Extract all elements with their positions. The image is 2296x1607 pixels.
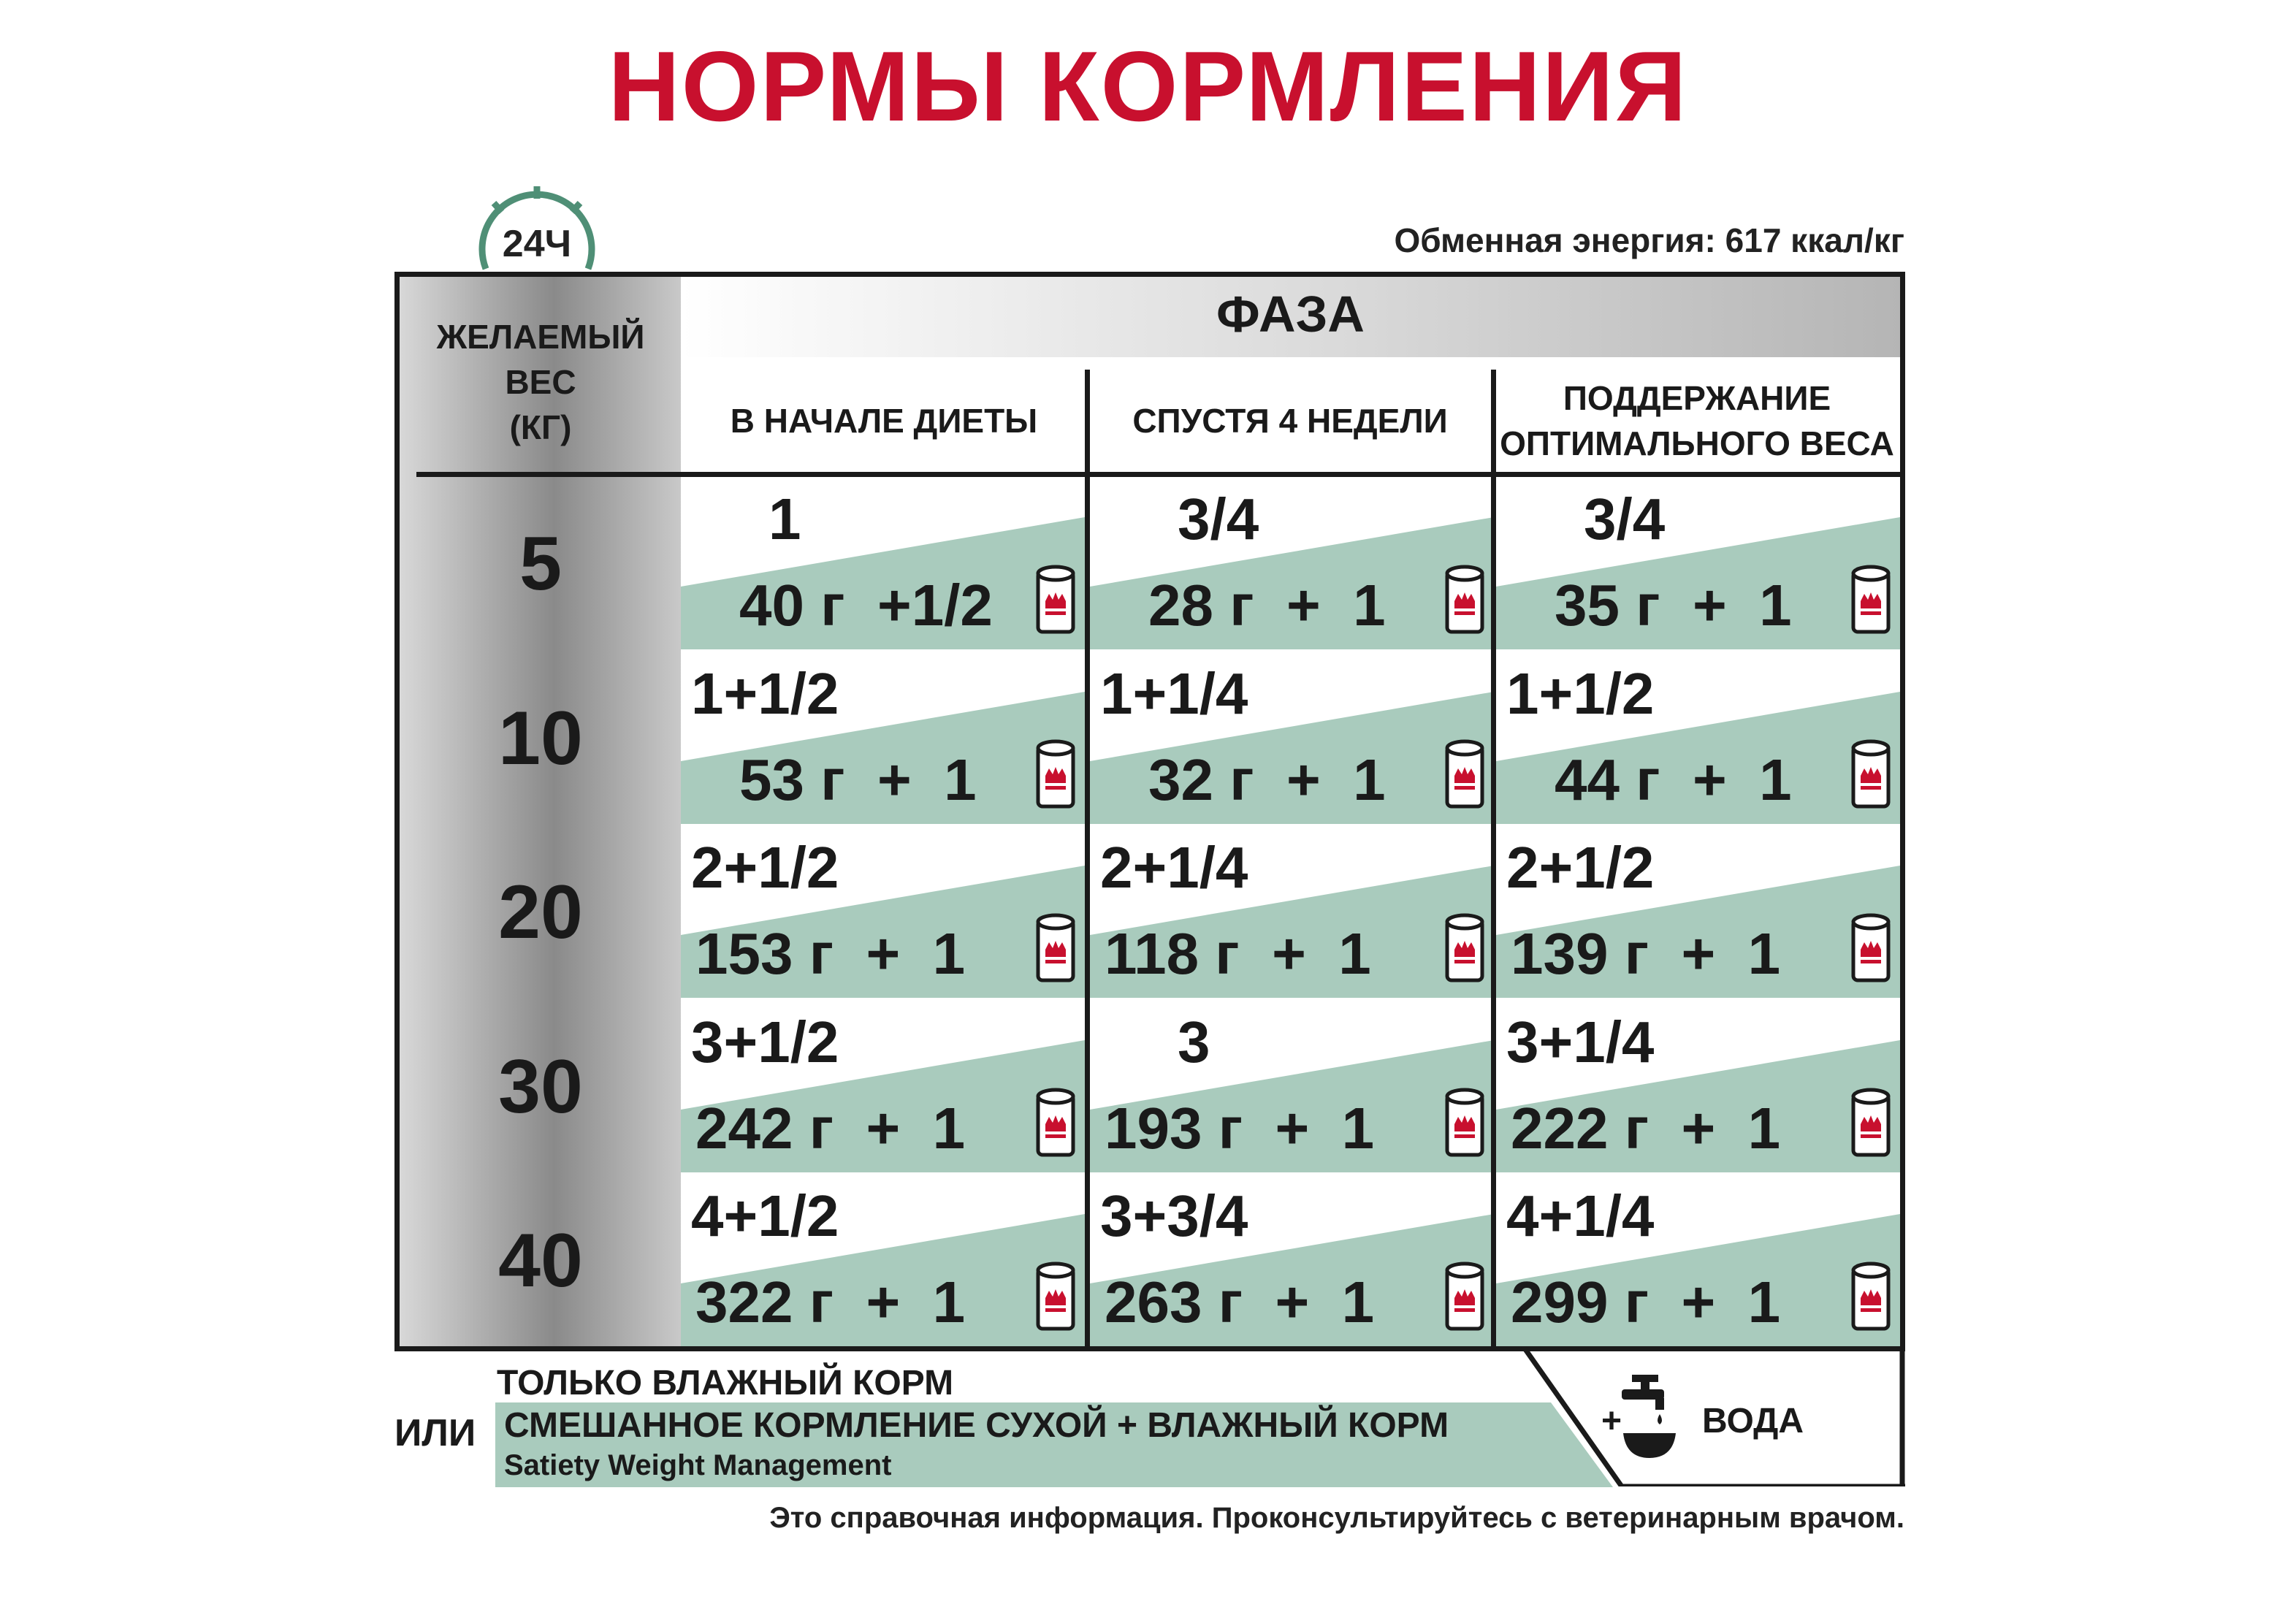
water-tap-bowl-icon [1616,1373,1682,1461]
water-plus: + [1601,1402,1622,1440]
dry-food-cups: 2+1/2 [691,835,839,900]
weight-value: 20 [498,870,583,955]
dry-food-cups: 2+1/2 [1506,835,1655,900]
wet-food-amount: 44 г + 1 [1555,747,1792,812]
dry-food-cups: 4+1/2 [691,1183,839,1248]
dry-food-cups: 1+1/2 [1506,660,1655,726]
dry-food-cups: 4+1/4 [1506,1183,1655,1248]
weight-header-line: ВЕС [505,363,576,401]
wet-food-amount: 35 г + 1 [1555,573,1792,638]
wet-food-amount: 263 г + 1 [1105,1270,1375,1335]
wet-food-amount: 139 г + 1 [1511,921,1781,986]
weight-header-line: ЖЕЛАЕМЫЙ [436,318,645,356]
weight-value: 40 [498,1218,583,1303]
clock-label: 24Ч [497,222,577,266]
dry-food-cups: 1+1/2 [691,660,839,726]
dry-food-cups: 3 [1178,1009,1210,1074]
phase-maintenance-label: ОПТИМАЛЬНОГО ВЕСА [1500,424,1894,462]
disclaimer: Это справочная информация. Проконсультируйтесь с ветеринарным врачом. [769,1502,1904,1534]
mixed-feeding-label: СМЕШАННОЕ КОРМЛЕНИЕ СУХОЙ + ВЛАЖНЫЙ КОРМ [504,1406,1449,1445]
wet-only-label: ТОЛЬКО ВЛАЖНЫЙ КОРМ [497,1364,954,1402]
wet-food-amount: 32 г + 1 [1148,747,1386,812]
wet-food-amount: 299 г + 1 [1511,1270,1781,1335]
dry-food-cups: 3/4 [1584,486,1666,551]
page-title: НОРМЫ КОРМЛЕНИЯ [608,31,1688,142]
wet-food-amount: 242 г + 1 [695,1095,966,1161]
wet-food-amount: 153 г + 1 [695,921,966,986]
wet-food-amount: 118 г + 1 [1105,921,1371,986]
dry-food-cups: 1+1/4 [1100,660,1248,726]
brand-label: Satiety Weight Management [504,1449,892,1481]
dry-food-cups: 1 [768,486,801,551]
wet-food-amount: 28 г + 1 [1148,573,1386,638]
dry-food-cups: 3+3/4 [1100,1183,1248,1248]
wet-food-amount: 193 г + 1 [1105,1095,1375,1161]
or-label: ИЛИ [394,1412,476,1454]
energy-info: Обменная энергия: 617 ккал/кг [1394,221,1904,259]
dry-food-cups: 3+1/2 [691,1009,839,1074]
dry-food-cups: 3+1/4 [1506,1009,1655,1074]
weight-value: 30 [498,1044,583,1129]
phase-maintenance-label: ПОДДЕРЖАНИЕ [1563,379,1831,417]
weight-value: 10 [498,695,583,781]
wet-food-amount: 40 г +1/2 [739,573,993,638]
table-frame [394,272,1905,1351]
dry-food-cups: 3/4 [1178,486,1259,551]
phase-header: ФАЗА [1216,286,1365,343]
wet-food-amount: 322 г + 1 [695,1270,966,1335]
weight-header-line: (КГ) [509,408,572,446]
phase-4weeks-label: СПУСТЯ 4 НЕДЕЛИ [1132,402,1448,440]
water-label: ВОДА [1702,1402,1804,1440]
phase-start-label: В НАЧАЛЕ ДИЕТЫ [730,402,1038,440]
wet-food-amount: 53 г + 1 [739,747,977,812]
dry-food-cups: 2+1/4 [1100,835,1248,900]
wet-food-amount: 222 г + 1 [1511,1095,1781,1161]
weight-value: 5 [519,522,562,606]
